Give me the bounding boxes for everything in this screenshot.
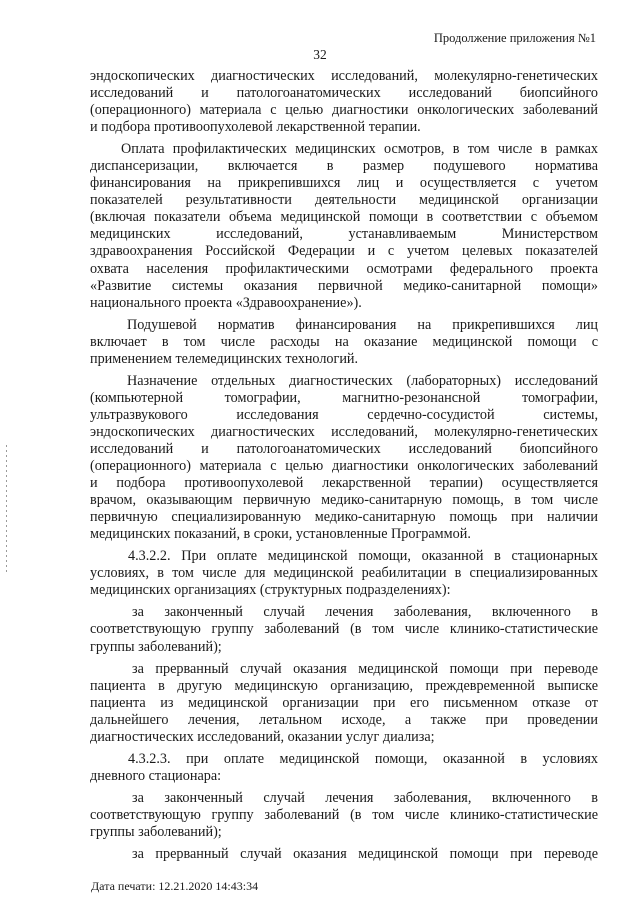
text-line: группы заболеваний); xyxy=(90,638,222,655)
text-line: врачом, оказывающим первичную медико-санитарную помощь, в том числе xyxy=(90,492,598,509)
text-line: пациента из медицинской организации при его письменном отказе от xyxy=(90,694,598,711)
print-date-footer: Дата печати: 12.21.2020 14:43:34 xyxy=(91,879,259,893)
text-line: (компьютерной томографии, магнитно-резонансной томографии, xyxy=(90,389,598,406)
text-line: применением телемедицинских технологий. xyxy=(90,350,359,367)
text-line: за законченный случай лечения заболевания, включенного в xyxy=(132,604,598,621)
text-line: (включая показатели объема медицинской помощи в соответствии с объемом xyxy=(90,209,598,226)
text-line: национального проекта «Здравоохранение»). xyxy=(90,294,362,311)
text-line: здравоохранения Российской Федерации и с учетом целевых показателей xyxy=(90,243,598,260)
text-line: за прерванный случай оказания медицинской помощи при переводе xyxy=(132,846,598,863)
annex-continuation-note: Продолжение приложения №1 xyxy=(433,31,596,45)
text-line: Оплата профилактических медицинских осмотров, в том числе в рамках xyxy=(121,141,598,158)
text-line: за прерванный случай оказания медицинской помощи при переводе xyxy=(132,660,598,677)
text-line: диагностических исследований, оказании услуг диализа; xyxy=(90,728,435,745)
text-line: за законченный случай лечения заболевания, включенного в xyxy=(132,789,598,806)
text-line: финансирования на прикрепившихся лиц и осуществляется с учетом xyxy=(90,175,598,192)
text-line: группы заболеваний); xyxy=(90,823,222,840)
text-line: включает в том числе расходы на оказание медицинской помощи с xyxy=(90,333,598,350)
text-line: условиях, в том числе для медицинской реабилитации в специализированных xyxy=(90,565,598,582)
text-line: исследований и патологоанатомических исследований биопсийного xyxy=(90,440,598,457)
text-line: ультразвукового исследования сердечно-сосудистой системы, xyxy=(90,406,598,423)
text-line: эндоскопических диагностических исследований, молекулярно-генетических xyxy=(90,68,598,84)
scan-margin-mark xyxy=(6,445,7,575)
text-line: Подушевой норматив финансирования на прикрепившихся лиц xyxy=(127,316,598,333)
text-line: эндоскопических диагностических исследований, молекулярно-генетических xyxy=(90,423,598,440)
text-line: соответствующую группу заболеваний (в том числе клинико-статистические xyxy=(90,806,598,823)
text-line: показателей результативности деятельности медицинской организации xyxy=(90,192,598,209)
text-line: «Развитие системы оказания первичной медико-санитарной помощи» xyxy=(90,277,598,294)
text-line: и подбора противоопухолевой лекарственной терапии. xyxy=(90,119,421,136)
text-line: охвата населения профилактическими осмотрами федерального проекта xyxy=(90,260,598,277)
text-line: 4.3.2.2. При оплате медицинской помощи, оказанной в стационарных xyxy=(128,548,598,565)
text-line: и подбора противоопухолевой лекарственной терапии) осуществляется xyxy=(90,475,598,492)
text-line: 4.3.2.3. при оплате медицинской помощи, оказанной в условиях xyxy=(128,750,598,767)
page-number: 32 xyxy=(313,47,327,62)
text-line: медицинских исследований, устанавливаемым Министерством xyxy=(90,226,598,243)
text-line: (операционного) материала с целью диагностики онкологических заболеваний xyxy=(90,458,598,475)
text-line: исследований и патологоанатомических исследований биопсийного xyxy=(90,85,598,102)
text-line: первичную специализированную медико-санитарную помощь при наличии xyxy=(90,509,598,526)
text-line: дальнейшего лечения, летальном исходе, а также при проведении xyxy=(90,711,598,728)
text-line: дневного стационара: xyxy=(90,767,222,784)
text-line: медицинских организациях (структурных подразделениях): xyxy=(90,582,451,599)
text-line: соответствующую группу заболеваний (в том числе клинико-статистические xyxy=(90,621,598,638)
text-line: (операционного) материала с целью диагностики онкологических заболеваний xyxy=(90,102,598,119)
document-body xyxy=(90,68,598,863)
text-line: диспансеризации, включается в размер подушевого норматива xyxy=(90,158,598,175)
text-line: медицинских показаний, в сроки, установленные Программой. xyxy=(90,526,471,543)
text-line: пациента в другую медицинскую организацию, преждевременной выписке xyxy=(90,677,598,694)
text-line: Назначение отдельных диагностических (лабораторных) исследований xyxy=(127,372,598,389)
